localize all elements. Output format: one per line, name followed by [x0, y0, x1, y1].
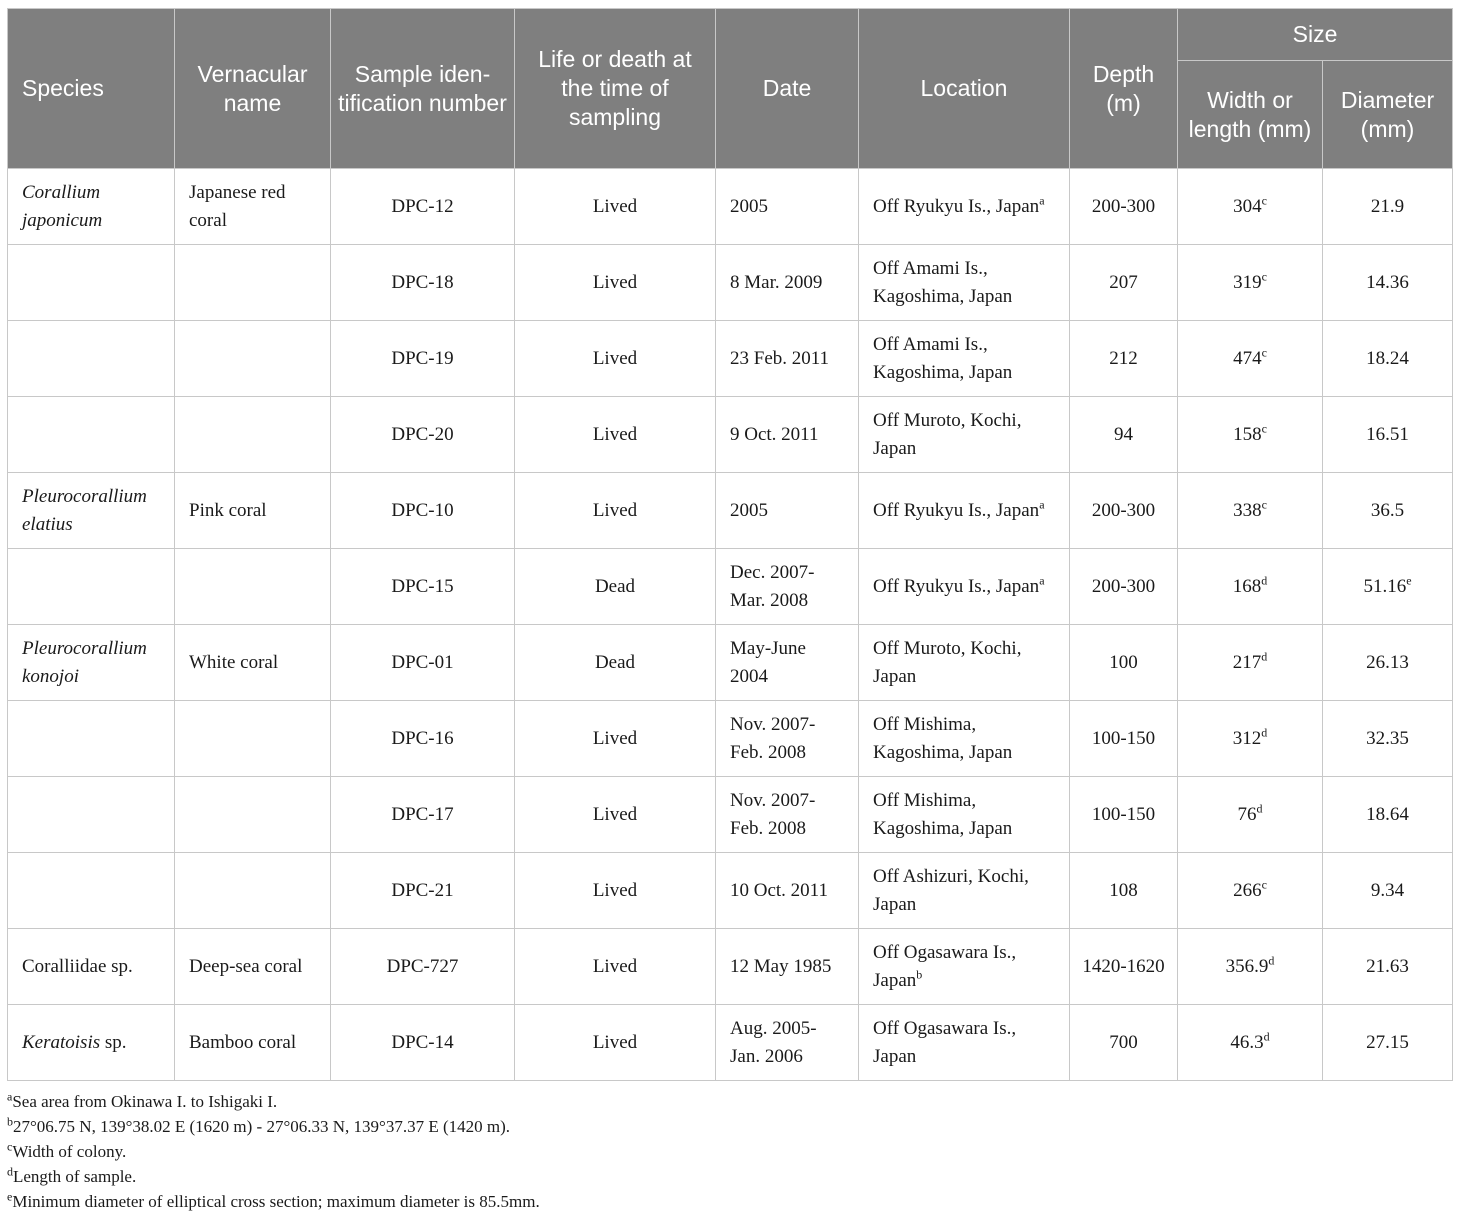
- vernacular-cell: [175, 853, 331, 929]
- footnote-mark: d: [1261, 573, 1268, 588]
- diameter-cell: [1323, 701, 1453, 777]
- width-value: 474: [1233, 347, 1262, 369]
- date-cell: 10 Oct. 2011: [716, 853, 859, 929]
- diameter-cell: [1323, 777, 1453, 853]
- life-status-cell: Lived: [515, 1005, 716, 1081]
- footnote: [7, 1139, 1452, 1164]
- header-diameter: Diameter (mm): [1323, 61, 1453, 169]
- table-row: [8, 169, 1453, 245]
- diameter-value: 14.36: [1366, 271, 1409, 293]
- vernacular-cell: [175, 397, 331, 473]
- footnote-text: Length of sample.: [13, 1167, 137, 1186]
- species-name: Pleurocorallium elatius: [22, 485, 147, 535]
- depth-cell: 1420-1620: [1070, 929, 1178, 1005]
- width-cell: [1178, 473, 1323, 549]
- depth-cell: 207: [1070, 245, 1178, 321]
- depth-cell: 94: [1070, 397, 1178, 473]
- species-name: Keratoisis: [22, 1031, 101, 1053]
- sample-id-cell: DPC-16: [331, 701, 515, 777]
- footnote-mark: d: [1261, 725, 1268, 740]
- location-text: Off Ashizuri, Kochi, Japan: [873, 865, 1029, 915]
- location-text: Off Ryukyu Is., Japan: [873, 575, 1040, 597]
- diameter-cell: [1323, 625, 1453, 701]
- diameter-value: 16.51: [1366, 423, 1409, 445]
- vernacular-cell: White coral: [175, 625, 331, 701]
- header-size: Size: [1178, 9, 1453, 61]
- location-cell: [859, 169, 1070, 245]
- width-cell: [1178, 245, 1323, 321]
- width-value: 46.3: [1230, 1031, 1264, 1053]
- width-cell: [1178, 397, 1323, 473]
- diameter-cell: [1323, 397, 1453, 473]
- depth-cell: 212: [1070, 321, 1178, 397]
- width-cell: [1178, 625, 1323, 701]
- footnote: [7, 1189, 1452, 1214]
- diameter-cell: [1323, 245, 1453, 321]
- table-row: [8, 473, 1453, 549]
- width-value: 319: [1233, 271, 1262, 293]
- footnote-mark: c: [1261, 497, 1267, 512]
- species-cell: [8, 777, 175, 853]
- location-text: Off Ogasawara Is., Japan: [873, 1017, 1017, 1067]
- life-status-cell: Lived: [515, 473, 716, 549]
- species-cell: [8, 625, 175, 701]
- species-cell: [8, 701, 175, 777]
- species-cell: [8, 549, 175, 625]
- date-cell: Nov. 2007-Feb. 2008: [716, 701, 859, 777]
- diameter-cell: [1323, 473, 1453, 549]
- width-cell: [1178, 701, 1323, 777]
- footnote-text: 27°06.75 N, 139°38.02 E (1620 m) - 27°06.33 N, 139°37.37 E (1420 m).: [13, 1117, 511, 1136]
- table-row: [8, 777, 1453, 853]
- location-text: Off Mishima, Kagoshima, Japan: [873, 713, 1013, 763]
- width-cell: [1178, 777, 1323, 853]
- coral-samples-table: [7, 8, 1453, 1081]
- table-row: [8, 549, 1453, 625]
- date-cell: Aug. 2005-Jan. 2006: [716, 1005, 859, 1081]
- vernacular-cell: [175, 245, 331, 321]
- location-cell: [859, 929, 1070, 1005]
- diameter-value: 27.15: [1366, 1031, 1409, 1053]
- location-text: Off Ogasawara Is., Japan: [873, 941, 1017, 991]
- sample-id-cell: DPC-727: [331, 929, 515, 1005]
- table-row: [8, 701, 1453, 777]
- table-row: [8, 853, 1453, 929]
- width-cell: [1178, 853, 1323, 929]
- sample-id-cell: DPC-01: [331, 625, 515, 701]
- header-sample-id: Sample iden-tification number: [331, 9, 515, 169]
- footnote-mark: d: [1256, 801, 1263, 816]
- width-cell: [1178, 929, 1323, 1005]
- header-date: Date: [716, 9, 859, 169]
- location-text: Off Amami Is., Kagoshima, Japan: [873, 257, 1013, 307]
- width-value: 356.9: [1225, 955, 1269, 977]
- table-row: [8, 397, 1453, 473]
- sample-id-cell: DPC-12: [331, 169, 515, 245]
- life-status-cell: Lived: [515, 245, 716, 321]
- vernacular-cell: [175, 701, 331, 777]
- date-cell: Dec. 2007-Mar. 2008: [716, 549, 859, 625]
- vernacular-cell: Deep-sea coral: [175, 929, 331, 1005]
- diameter-cell: [1323, 169, 1453, 245]
- table-row: [8, 1005, 1453, 1081]
- date-cell: 12 May 1985: [716, 929, 859, 1005]
- location-cell: [859, 1005, 1070, 1081]
- footnote-mark: a: [7, 1089, 13, 1104]
- location-cell: [859, 701, 1070, 777]
- footnote-mark: d: [1268, 953, 1275, 968]
- location-text: Off Ryukyu Is., Japan: [873, 499, 1040, 521]
- life-status-cell: Lived: [515, 169, 716, 245]
- footnote-mark: c: [1261, 193, 1267, 208]
- footnote: [7, 1114, 1452, 1139]
- species-name: Pleurocorallium konojoi: [22, 637, 147, 687]
- header-location: Location: [859, 9, 1070, 169]
- footnote-text: Minimum diameter of elliptical cross section; maximum diameter is 85.5mm.: [12, 1192, 540, 1211]
- depth-cell: 100-150: [1070, 701, 1178, 777]
- location-cell: [859, 777, 1070, 853]
- footnote-mark: c: [7, 1139, 13, 1154]
- vernacular-cell: [175, 777, 331, 853]
- sample-id-cell: DPC-10: [331, 473, 515, 549]
- location-text: Off Mishima, Kagoshima, Japan: [873, 789, 1013, 839]
- width-value: 312: [1232, 727, 1262, 749]
- diameter-cell: [1323, 321, 1453, 397]
- depth-cell: 700: [1070, 1005, 1178, 1081]
- table-row: [8, 625, 1453, 701]
- depth-cell: 200-300: [1070, 549, 1178, 625]
- diameter-value: 18.24: [1366, 347, 1409, 369]
- table-row: [8, 245, 1453, 321]
- species-cell: [8, 1005, 175, 1081]
- footnote-mark: e: [7, 1189, 13, 1204]
- diameter-cell: [1323, 929, 1453, 1005]
- width-value: 338: [1233, 499, 1262, 521]
- header-life-or-death: Life or death at the time of sampling: [515, 9, 716, 169]
- date-cell: Nov. 2007-Feb. 2008: [716, 777, 859, 853]
- date-cell: 9 Oct. 2011: [716, 397, 859, 473]
- life-status-cell: Lived: [515, 777, 716, 853]
- sample-id-cell: DPC-17: [331, 777, 515, 853]
- life-status-cell: Lived: [515, 397, 716, 473]
- footnote-text: Sea area from Okinawa I. to Ishigaki I.: [12, 1092, 278, 1111]
- footnote-mark: d: [1261, 649, 1268, 664]
- footnote-mark: c: [1261, 269, 1267, 284]
- location-cell: [859, 853, 1070, 929]
- footnote-mark: a: [1039, 193, 1045, 208]
- header-depth: Depth (m): [1070, 9, 1178, 169]
- location-cell: [859, 549, 1070, 625]
- species-cell: [8, 853, 175, 929]
- life-status-cell: Dead: [515, 625, 716, 701]
- width-value: 217: [1232, 651, 1262, 673]
- diameter-cell: [1323, 1005, 1453, 1081]
- vernacular-cell: [175, 549, 331, 625]
- date-cell: 23 Feb. 2011: [716, 321, 859, 397]
- footnote-mark: d: [1263, 1029, 1270, 1044]
- depth-cell: 100: [1070, 625, 1178, 701]
- location-text: Off Amami Is., Kagoshima, Japan: [873, 333, 1013, 383]
- location-text: Off Muroto, Kochi, Japan: [873, 637, 1022, 687]
- date-cell: 2005: [716, 473, 859, 549]
- species-cell: [8, 473, 175, 549]
- location-text: Off Ryukyu Is., Japan: [873, 195, 1040, 217]
- location-cell: [859, 321, 1070, 397]
- location-cell: [859, 245, 1070, 321]
- header-species: Species: [8, 9, 175, 169]
- location-cell: [859, 625, 1070, 701]
- footnote-mark: c: [1261, 421, 1267, 436]
- footnote-mark: a: [1039, 573, 1045, 588]
- width-value: 304: [1233, 195, 1262, 217]
- location-cell: [859, 397, 1070, 473]
- vernacular-cell: Bamboo coral: [175, 1005, 331, 1081]
- diameter-cell: [1323, 549, 1453, 625]
- footnote: [7, 1164, 1452, 1189]
- footnote: [7, 1089, 1452, 1114]
- date-cell: 8 Mar. 2009: [716, 245, 859, 321]
- table-row: [8, 321, 1453, 397]
- width-cell: [1178, 321, 1323, 397]
- width-value: 158: [1233, 423, 1262, 445]
- width-cell: [1178, 549, 1323, 625]
- footnotes: [7, 1089, 1452, 1214]
- footnote-mark: c: [1261, 345, 1267, 360]
- width-cell: [1178, 169, 1323, 245]
- footnote-mark: c: [1261, 877, 1267, 892]
- species-cell: [8, 321, 175, 397]
- species-cell: [8, 929, 175, 1005]
- table-header: [8, 9, 1453, 169]
- table-row: [8, 929, 1453, 1005]
- species-cell: [8, 397, 175, 473]
- depth-cell: 108: [1070, 853, 1178, 929]
- diameter-value: 36.5: [1370, 499, 1405, 521]
- header-vernacular-name: Vernacular name: [175, 9, 331, 169]
- life-status-cell: Lived: [515, 929, 716, 1005]
- date-cell: 2005: [716, 169, 859, 245]
- life-status-cell: Lived: [515, 701, 716, 777]
- vernacular-cell: Japanese red coral: [175, 169, 331, 245]
- table-container: [7, 8, 1452, 1214]
- footnote-mark: e: [1406, 573, 1412, 588]
- species-name: Corallium japonicum: [22, 181, 103, 231]
- species-cell: [8, 169, 175, 245]
- diameter-value: 21.63: [1366, 955, 1409, 977]
- width-value: 266: [1233, 879, 1262, 901]
- header-width-or-length: Width or length (mm): [1178, 61, 1323, 169]
- depth-cell: 200-300: [1070, 169, 1178, 245]
- diameter-value: 9.34: [1370, 879, 1405, 901]
- location-cell: [859, 473, 1070, 549]
- date-cell: May-June 2004: [716, 625, 859, 701]
- life-status-cell: Lived: [515, 853, 716, 929]
- footnote-text: Width of colony.: [12, 1142, 127, 1161]
- species-name: Coralliidae sp.: [22, 955, 133, 977]
- diameter-value: 32.35: [1366, 727, 1409, 749]
- footnote-mark: b: [916, 967, 923, 982]
- diameter-value: 21.9: [1370, 195, 1405, 217]
- sample-id-cell: DPC-18: [331, 245, 515, 321]
- diameter-value: 26.13: [1366, 651, 1409, 673]
- species-cell: [8, 245, 175, 321]
- table-body: [8, 169, 1453, 1081]
- sample-id-cell: DPC-21: [331, 853, 515, 929]
- footnote-mark: a: [1039, 497, 1045, 512]
- footnote-mark: b: [7, 1114, 13, 1129]
- depth-cell: 200-300: [1070, 473, 1178, 549]
- location-text: Off Muroto, Kochi, Japan: [873, 409, 1022, 459]
- diameter-value: 51.16: [1363, 575, 1407, 597]
- footnote-mark: d: [7, 1164, 13, 1179]
- life-status-cell: Dead: [515, 549, 716, 625]
- width-value: 76: [1237, 803, 1257, 825]
- life-status-cell: Lived: [515, 321, 716, 397]
- vernacular-cell: [175, 321, 331, 397]
- width-value: 168: [1232, 575, 1262, 597]
- sample-id-cell: DPC-14: [331, 1005, 515, 1081]
- species-suffix: sp.: [100, 1031, 127, 1053]
- vernacular-cell: Pink coral: [175, 473, 331, 549]
- diameter-value: 18.64: [1366, 803, 1409, 825]
- width-cell: [1178, 1005, 1323, 1081]
- depth-cell: 100-150: [1070, 777, 1178, 853]
- sample-id-cell: DPC-15: [331, 549, 515, 625]
- sample-id-cell: DPC-20: [331, 397, 515, 473]
- sample-id-cell: DPC-19: [331, 321, 515, 397]
- diameter-cell: [1323, 853, 1453, 929]
